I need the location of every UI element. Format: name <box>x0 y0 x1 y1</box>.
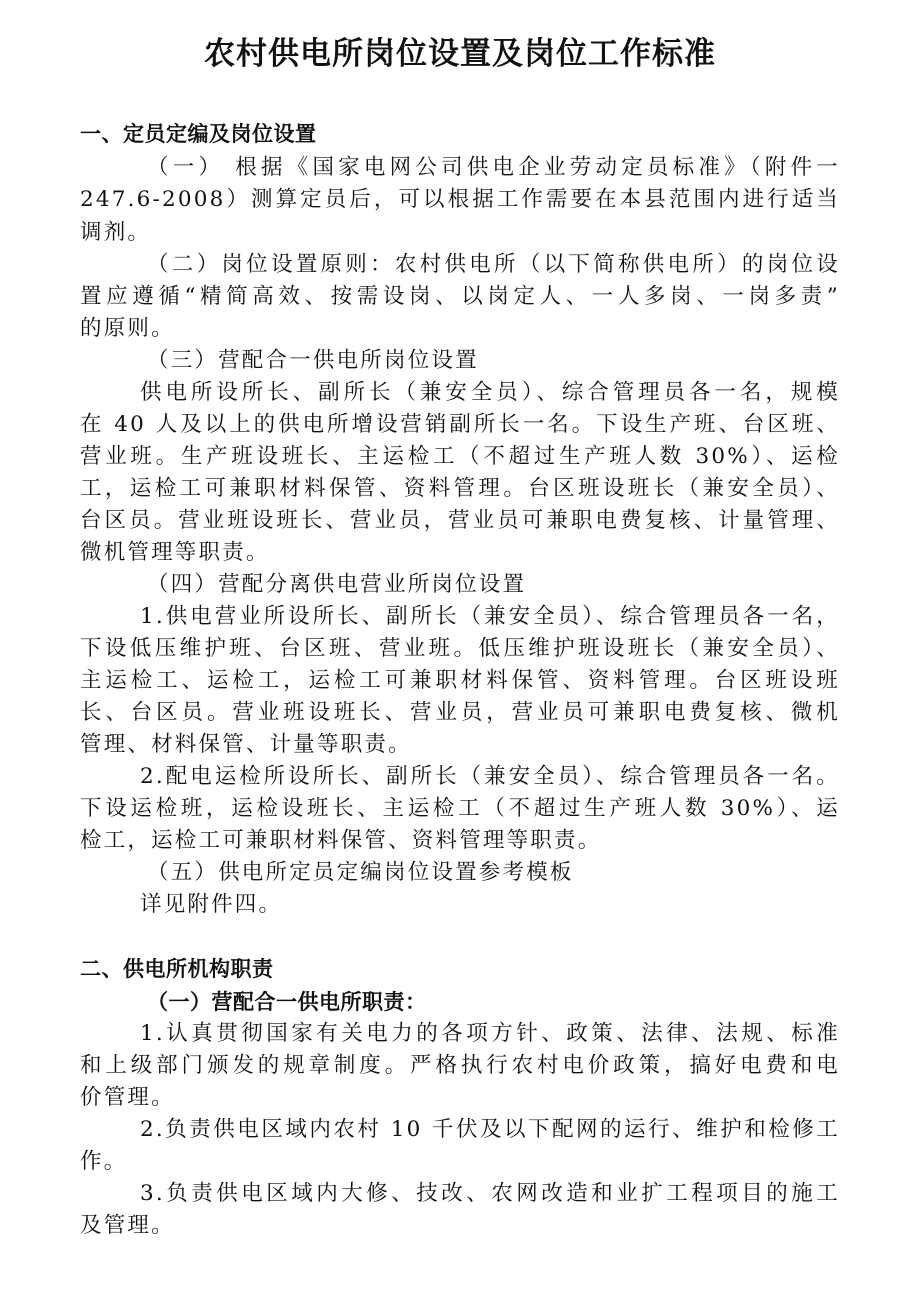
paragraph-line: 置应遵循“精简高效、按需设岗、以岗定人、一人多岗、一岗多责” <box>80 284 840 309</box>
paragraph-line: 管理、材料保管、计量等职责。 <box>80 732 412 757</box>
paragraph-line: （二）岗位设置原则：农村供电所（以下简称供电所）的岗位设 <box>147 252 840 277</box>
paragraph-line: 调剂。 <box>80 220 152 245</box>
paragraph-line: （五）供电所定员定编岗位设置参考模板 <box>147 860 574 885</box>
paragraph-line: 1.认真贯彻国家有关电力的各项方针、政策、法律、法规、标准 <box>140 1021 840 1046</box>
paragraph-line: 营业班。生产班设班长、主运检工（不超过生产班人数 30%）、运检 <box>80 444 840 469</box>
paragraph-line: 及管理。 <box>80 1213 175 1238</box>
paragraph-line: 微机管理等职责。 <box>80 540 270 565</box>
paragraph-line: 在 40 人及以上的供电所增设营销副所长一名。下设生产班、台区班、 <box>80 412 840 437</box>
subsection-heading: （一）营配合一供电所职责： <box>147 990 427 1014</box>
paragraph-line: 台区员。营业班设班长、营业员，营业员可兼职电费复核、计量管理、 <box>80 508 840 533</box>
section-heading: 二、供电所机构职责 <box>80 957 274 981</box>
paragraph-line: 作。 <box>80 1149 128 1174</box>
paragraph-line: 供电所设所长、副所长（兼安全员）、综合管理员各一名，规模 <box>140 380 840 405</box>
paragraph-line: 下设低压维护班、台区班、营业班。低压维护班设班长（兼安全员）、 <box>80 636 840 661</box>
document-title: 农村供电所岗位设置及岗位工作标准 <box>204 36 716 72</box>
paragraph-line: 1.供电营业所设所长、副所长（兼安全员）、综合管理员各一名， <box>140 604 840 629</box>
paragraph-line: 2.负责供电区域内农村 10 千伏及以下配网的运行、维护和检修工 <box>140 1117 840 1142</box>
paragraph-line: 主运检工、运检工，运检工可兼职材料保管、资料管理。台区班设班 <box>80 668 840 693</box>
paragraph-line: 247.6-2008）测算定员后，可以根据工作需要在本县范围内进行适当 <box>80 187 840 212</box>
paragraph-line: 详见附件四。 <box>140 892 283 917</box>
paragraph-line: 检工，运检工可兼职材料保管、资料管理等职责。 <box>80 828 602 853</box>
paragraph-line: 的原则。 <box>80 316 175 341</box>
paragraph-line: （三）营配合一供电所岗位设置 <box>147 348 479 373</box>
paragraph-line: 2.配电运检所设所长、副所长（兼安全员）、综合管理员各一名。 <box>140 764 840 789</box>
section-heading: 一、定员定编及岗位设置 <box>80 122 317 146</box>
paragraph-line: 和上级部门颁发的规章制度。严格执行农村电价政策，搞好电费和电 <box>80 1053 840 1078</box>
paragraph-line: 工，运检工可兼职材料保管、资料管理。台区班设班长（兼安全员）、 <box>80 476 840 501</box>
paragraph-line: 长、台区员。营业班设班长、营业员，营业员可兼职电费复核、微机 <box>80 700 840 725</box>
paragraph-line: （一） 根据《国家电网公司供电企业劳动定员标准》（附件一 <box>147 155 840 180</box>
paragraph-line: 下设运检班，运检设班长、主运检工（不超过生产班人数 30%）、运 <box>80 796 840 821</box>
paragraph-line: （四）营配分离供电营业所岗位设置 <box>147 572 527 597</box>
paragraph-line: 3.负责供电区域内大修、技改、农网改造和业扩工程项目的施工 <box>140 1181 840 1206</box>
paragraph-line: 价管理。 <box>80 1085 175 1110</box>
